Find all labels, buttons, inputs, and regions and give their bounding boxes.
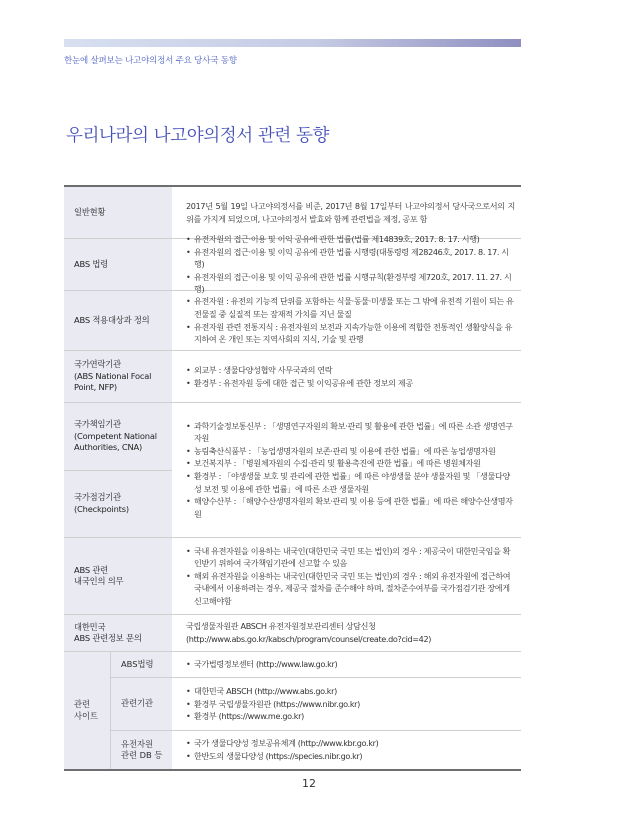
- link-item[interactable]: • 대한민국 ABSCH (http://www.abs.go.kr): [186, 685, 515, 698]
- page-title: 우리나라의 나고야의정서 관련 동향: [66, 126, 330, 146]
- row-content: [172, 291, 521, 350]
- row-label: [64, 652, 110, 769]
- row-content: [172, 351, 521, 402]
- table-row-abs-law: [64, 234, 521, 295]
- row-label: [64, 351, 172, 402]
- row-label: [64, 538, 172, 614]
- row-content: [172, 403, 521, 537]
- section-label: 한눈에 살펴보는 나고야의정서 주요 당사국 동향: [64, 56, 237, 66]
- row-label: 일반현황: [64, 187, 172, 238]
- label-line: (Competent National: [74, 430, 157, 441]
- row-content: [172, 652, 521, 677]
- row-label: ABS 법령: [64, 239, 172, 290]
- link-item[interactable]: • 국가 생물다양성 정보공유체계 (http://www.kbr.go.kr): [186, 737, 515, 750]
- label-line: 국가책임기관: [74, 419, 121, 429]
- label-line: 대한민국: [74, 621, 106, 632]
- label-line: 유전자원: [121, 738, 154, 749]
- list-item: • 유전자원의 접근·이용 및 이익 공유에 관한 법률 시행규칙(환경부령 제720호, 2017. 11. 27. 시행): [186, 271, 515, 296]
- header-color-bar: [64, 39, 521, 47]
- sites-subrows: [110, 652, 521, 769]
- table-row-cna-checkpoints: [64, 403, 521, 538]
- list-item: • 환경부 : 유전자원 등에 대한 접근 및 이익공유에 관한 정보의 제공: [186, 377, 515, 390]
- table-row-overview: [64, 187, 521, 239]
- label-line: Authorities, CNA): [74, 442, 143, 452]
- row-content: [172, 615, 521, 651]
- row-label: ABS 적용대상과 정의: [64, 291, 172, 350]
- list-item: • 해양수산부 : 「해양수산생명자원의 확보·관리 및 이용 등에 관한 법률」에 따른 해양수산생명자원: [186, 495, 515, 520]
- row-label-cna: [64, 403, 172, 470]
- row-label: [64, 615, 172, 651]
- sites-subrow-agency: [110, 678, 521, 731]
- label-line: ABS 관련: [74, 564, 108, 575]
- table-row-nfp: [64, 351, 521, 403]
- label-line: 국가점검기관: [74, 492, 121, 503]
- row-content: [172, 187, 521, 238]
- row-content: [172, 538, 521, 614]
- label-line: ABS 관련정보 문의: [74, 633, 142, 643]
- list-item: • 해외 유전자원을 이용하는 내국인(대한민국 국민 또는 법인)의 경우 : 해외 유전자원에 접근하여 국내에서 이용하려는 경우, 제공국 절차를 준수해야 하며, 절차준수여부를 국가점검기관 장에게 신고해야함: [186, 570, 515, 608]
- row-content: [172, 731, 521, 769]
- row-content: [172, 234, 521, 295]
- list-item: • 유전자원 : 유전의 기능적 단위를 포함하는 식물·동물·미생물 또는 그 밖에 유전적 기원이 되는 유전물질 중 실질적 또는 잠재적 가치를 지닌 물질: [186, 295, 515, 320]
- sub-label: ABS법령: [110, 652, 172, 677]
- status-table: [64, 185, 521, 771]
- link-item[interactable]: • 환경부 국립생물자원관 (https://www.nibr.go.kr): [186, 698, 515, 711]
- link-item[interactable]: • 한반도의 생물다양성 (https://species.nibr.go.kr): [186, 750, 515, 763]
- row-label-stack: [64, 403, 172, 537]
- label-line: 관련 DB 등: [121, 750, 163, 760]
- list-item: • 환경부 : 「야생생물 보호 및 관리에 관한 법률」에 따른 야생생물 분야 생물자원 및 「생물다양성 보전 및 이용에 관한 법률」에 따른 소관 생물자원: [186, 470, 515, 495]
- table-row-obligations: [64, 538, 521, 615]
- overview-text: 2017년 5월 19일 나고야의정서를 비준, 2017년 8월 17일부터 나고야의정서 당사국으로서의 지위를 가지게 되었으며, 나고야의정서 발효와 함께 관련법을 제정, 공포 함: [186, 200, 515, 224]
- inquiry-link[interactable]: (http://www.abs.go.kr/kabsch/program/counsel/create.do?cid=42): [186, 634, 432, 644]
- list-item: • 외교부 : 생물다양성협약 사무국과의 연락: [186, 364, 515, 377]
- list-item: • 농림축산식품부 : 「농업생명자원의 보존·관리 및 이용에 관한 법률」에 따른 농업생명자원: [186, 445, 515, 458]
- label-line: 사이트: [74, 710, 99, 721]
- row-content: [172, 678, 521, 730]
- label-line: 관련: [74, 699, 91, 709]
- label-line: Point, NFP): [74, 382, 117, 393]
- label-line: 국가연락기관: [74, 359, 121, 370]
- sub-label: 관련기관: [110, 678, 172, 730]
- list-item: • 유전자원 관련 전통지식 : 유전자원의 보전과 지속가능한 이용에 적합한 전통적인 생활양식을 유지하여 온 개인 또는 지역사회의 지식, 기술 및 관행: [186, 321, 515, 346]
- row-label-checkpoints: [64, 470, 172, 538]
- list-item: • 유전자원의 접근·이용 및 이익 공유에 관한 법률(법률 제14839호, 2017. 8. 17. 시행): [186, 233, 515, 246]
- table-row-sites: [64, 652, 521, 769]
- list-item: • 과학기술정보통신부 : 「생명연구자원의 확보·관리 및 활용에 관한 법률」에 따른 소관 생명연구자원: [186, 420, 515, 445]
- page-number: 12: [302, 777, 316, 790]
- label-line: (Checkpoints): [74, 503, 129, 514]
- list-item: • 국내 유전자원을 이용하는 내국인(대한민국 국민 또는 법인)의 경우 : 제공국이 대한민국임을 확인받기 위하여 국가책임기관에 신고할 수 있음: [186, 545, 515, 570]
- list-item: • 보건복지부 : 「병원체자원의 수집·관리 및 활용촉진에 관한 법률」에 따른 병원체자원: [186, 457, 515, 470]
- link-item[interactable]: • 환경부 (https://www.me.go.kr): [186, 710, 515, 723]
- table-row-abs-scope: [64, 291, 521, 351]
- sub-label: [110, 731, 172, 769]
- link-item[interactable]: • 국가법령정보센터 (http://www.law.go.kr): [186, 658, 515, 671]
- sites-subrow-db: [110, 731, 521, 769]
- inquiry-line: 국립생물자원관 ABSCH 유전자원정보관리센터 상담신청: [186, 621, 376, 632]
- list-item: • 유전자원의 접근·이용 및 이익 공유에 관한 법률 시행령(대통령령 제28246호, 2017. 8. 17. 시행): [186, 246, 515, 271]
- label-line: (ABS National Focal: [74, 370, 152, 381]
- table-row-inquiry: [64, 615, 521, 652]
- sites-subrow-law: [110, 652, 521, 678]
- label-line: 내국인의 의무: [74, 576, 124, 586]
